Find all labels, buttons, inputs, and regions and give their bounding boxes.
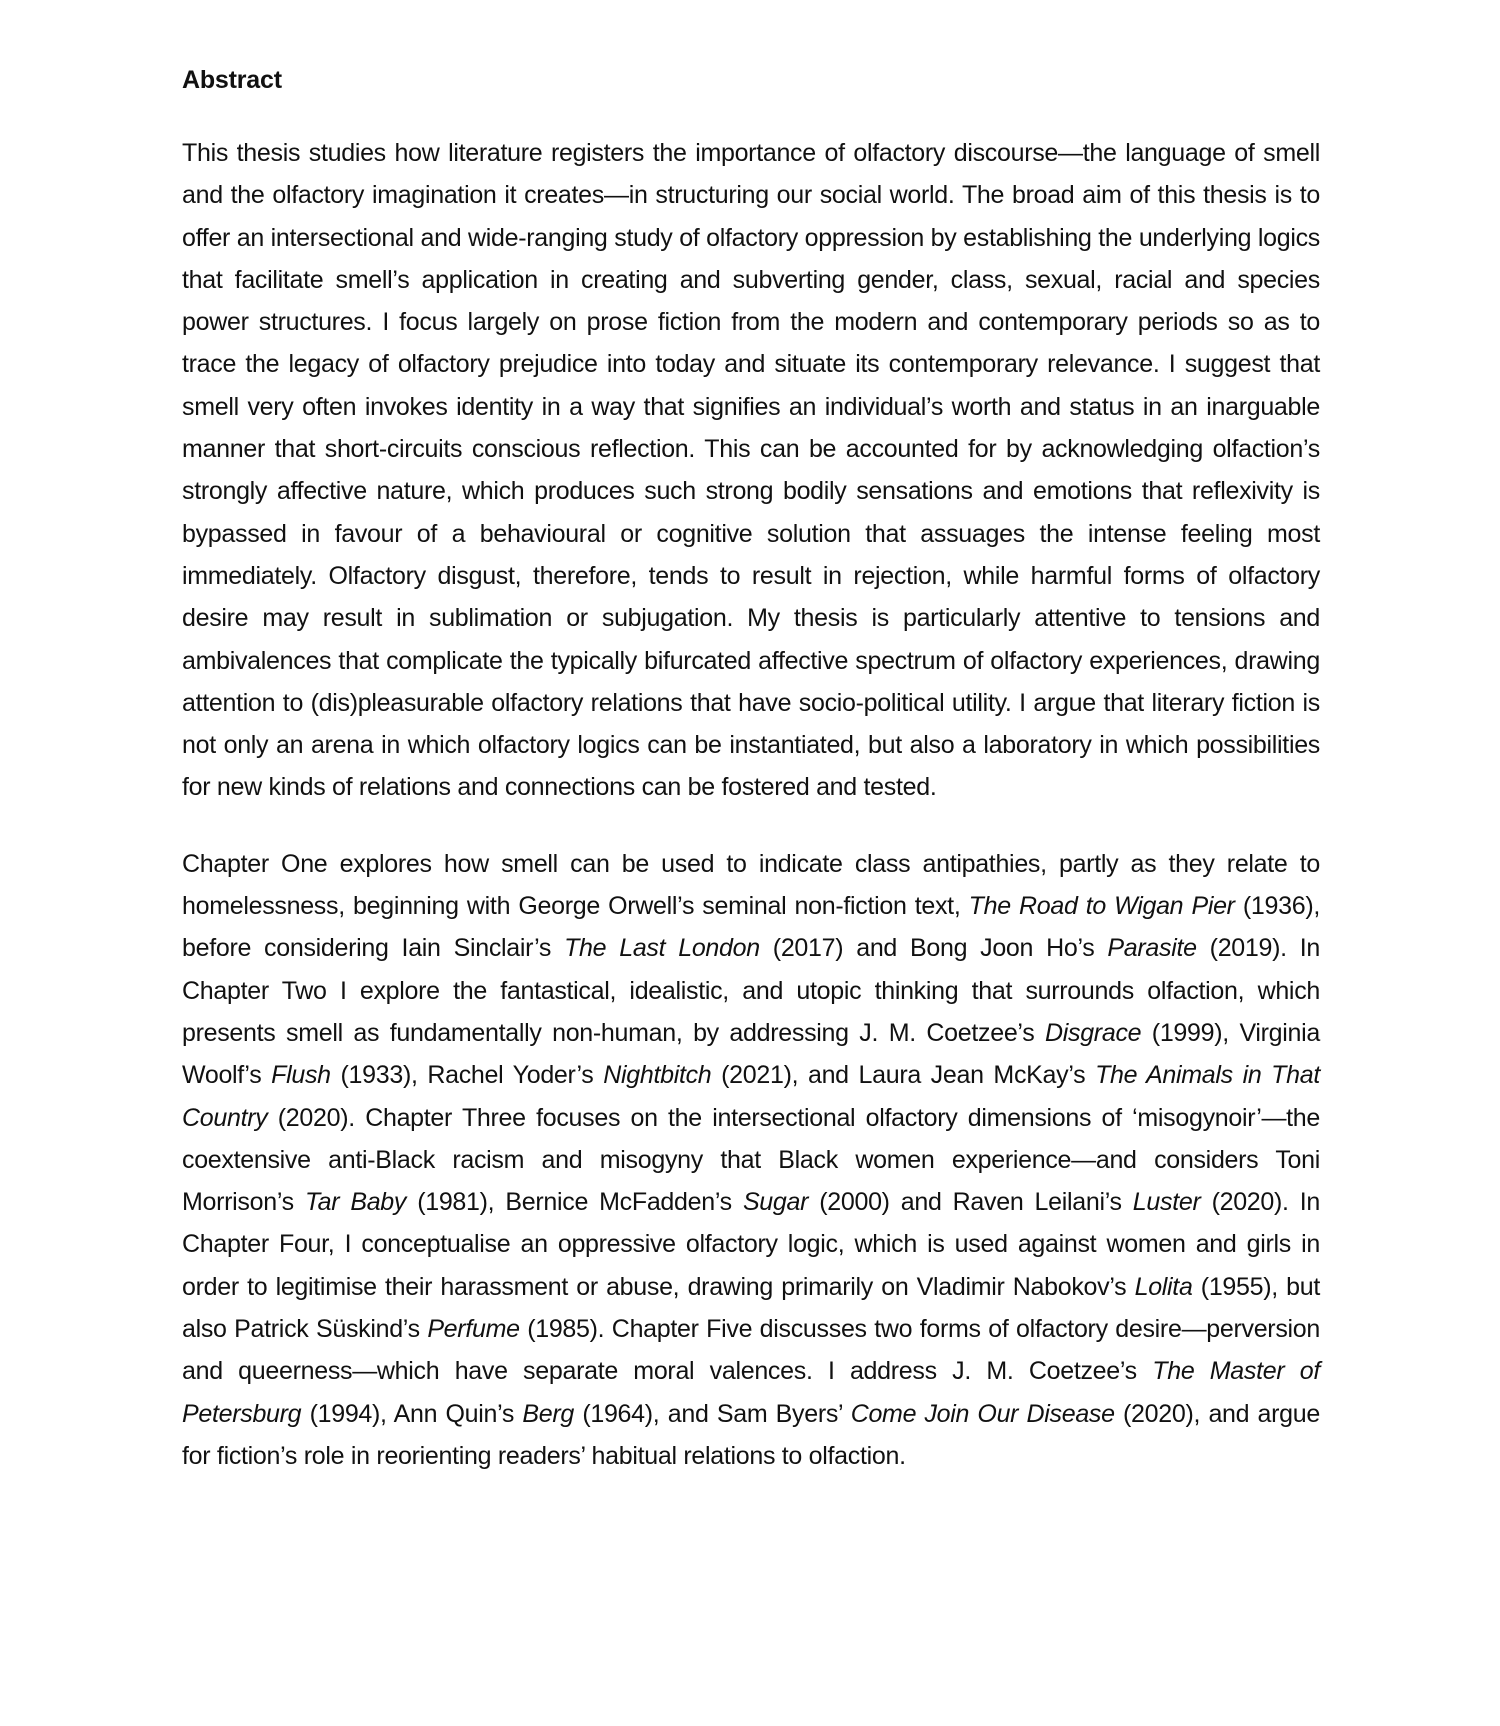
paragraph-text: Chapter One explores how smell can be used to indicate class antipathies, partly as they relate to homelessness, beginning with George Orwell’s seminal non-fiction text, (182, 849, 1320, 921)
work-title: The Last London (564, 934, 760, 963)
paragraph-text: This thesis studies how literature registers the importance of olfactory discourse—the language of smell and the olfactory imagination it creates—in structuring our social world. The broad aim of this thesis is to offer an intersectional and wide-ranging study of olfactory oppression by establishing the underlying logics that facilitate smell’s application in creating and subverting gender, class, sexual, racial and species power structures. I focus largely on prose fiction from the modern and contemporary periods so as to trace the legacy of olfactory prejudice into today and situate its contemporary relevance. I suggest that smell very often invokes identity in a way that signifies an individual’s worth and status in an inarguable manner that short-circuits conscious reflection. This can be accounted for by acknowledging olfaction’s strongly affective nature, which produces such strong bodily sensations and emotions that reflexivity is bypassed in favour of a behavioural or cognitive solution that assuages the intense feeling most immediately. Olfactory disgust, therefore, tends to result in rejection, while harmful forms of olfactory desire may result in sublimation or subjugation. My thesis is particularly attentive to tensions and ambivalences that complicate the typically bifurcated affective spectrum of olfactory experiences, drawing attention to (dis)pleasurable olfactory relations that have socio-political utility. I argue that literary fiction is not only an arena in which olfactory logics can be instantiated, but also a laboratory in which possibilities for new kinds of relations and connections can be fostered and tested. (182, 139, 1320, 802)
paragraph-text: (2020). In Chapter Four, I conceptualise an oppressive olfactory logic, which is used against women and girls in order to legitimise their harassment or abuse, drawing primarily on Vladimir Nabokov’s (182, 1188, 1321, 1301)
work-title: Nightbitch (603, 1061, 712, 1090)
work-title: Luster (1132, 1188, 1201, 1217)
abstract-heading: Abstract (182, 66, 282, 94)
abstract-body (182, 132, 1320, 1477)
paragraph-text: (1964), and Sam Byers’ (574, 1399, 851, 1428)
paragraph-text: (1955), but also Patrick Süskind’s (182, 1272, 1320, 1344)
paragraph-text: (1999), Virginia Woolf’s (182, 1018, 1320, 1090)
work-title: Come Join Our Disease (850, 1399, 1115, 1428)
abstract-paragraph (182, 843, 1320, 1477)
abstract-paragraph (182, 132, 1320, 809)
paragraph-text: (2017) and Bong Joon Ho’s (759, 934, 1108, 963)
work-title: The Master of Petersburg (182, 1357, 1320, 1428)
paragraph-text: (2020), and argue for fiction’s role in reorienting readers’ habitual relations to olfaction. (182, 1399, 1320, 1470)
work-title: The Road to Wigan Pier (968, 892, 1235, 921)
work-title: Perfume (427, 1315, 520, 1344)
paragraph-text: (1933), Rachel Yoder’s (330, 1061, 604, 1090)
paragraph-text: (2021), and Laura Jean McKay’s (711, 1061, 1096, 1090)
paragraph-text: (2019). In Chapter Two I explore the fantastical, idealistic, and utopic thinking that surrounds olfaction, which presents smell as fundamentally non-human, by addressing J. M. Coetzee’s (182, 934, 1320, 1047)
work-title: Disgrace (1045, 1018, 1142, 1047)
work-title: The Animals in That Country (182, 1061, 1320, 1132)
work-title: Tar Baby (304, 1188, 407, 1217)
document-page (182, 60, 1320, 1477)
paragraph-text: (1981), Bernice McFadden’s (406, 1188, 743, 1217)
work-title: Sugar (742, 1188, 809, 1217)
paragraph-text: (2020). Chapter Three focuses on the intersectional olfactory dimensions of ‘misogynoir’—the coextensive anti-Black racism and misogyny that Black women experience—and considers Toni Morrison’s (182, 1103, 1320, 1217)
work-title: Flush (271, 1061, 331, 1090)
work-title: Berg (522, 1399, 575, 1428)
paragraph-text: (1936), before considering Iain Sinclair’s (182, 892, 1320, 963)
paragraph-text: (1985). Chapter Five discusses two forms of olfactory desire—perversion and queerness—which have separate moral valences. I address J. M. Coetzee’s (182, 1315, 1320, 1386)
work-title: Lolita (1134, 1272, 1193, 1301)
paragraph-text: (1994), Ann Quin’s (301, 1399, 523, 1428)
paragraph-text: (2000) and Raven Leilani’s (808, 1188, 1133, 1217)
work-title: Parasite (1107, 934, 1197, 963)
